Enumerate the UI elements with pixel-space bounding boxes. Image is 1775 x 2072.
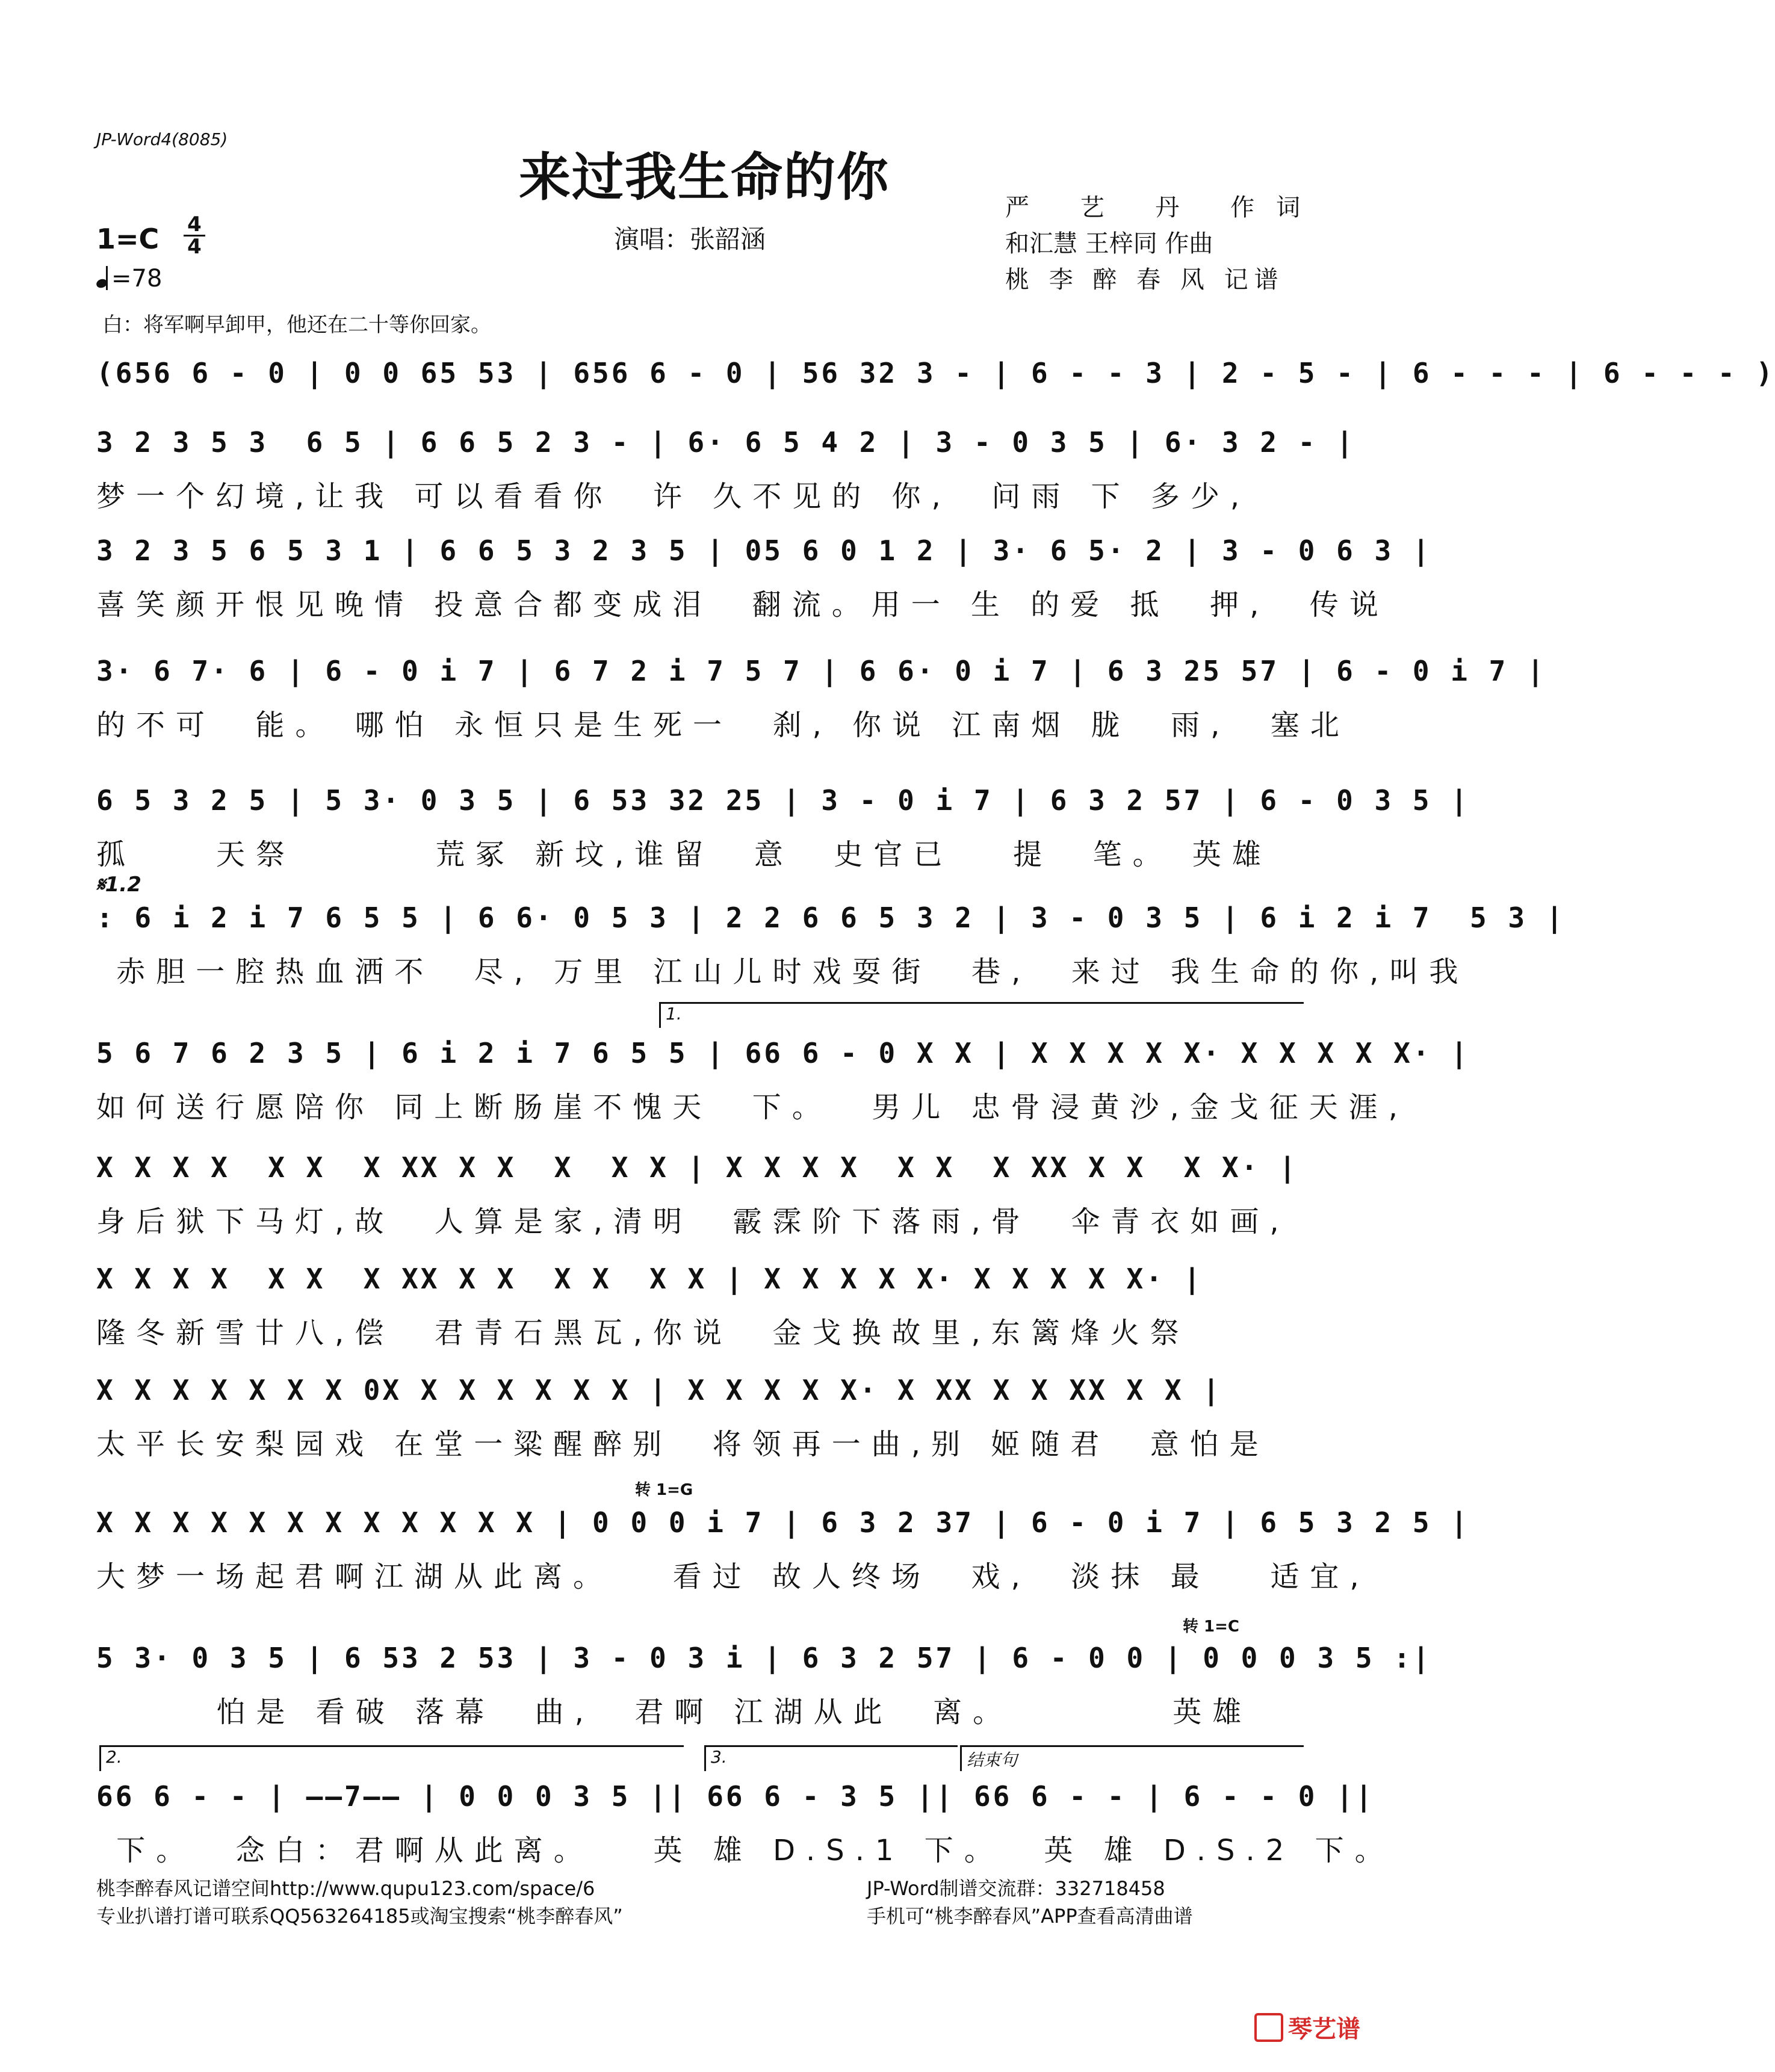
- time-bottom: 4: [187, 235, 202, 259]
- system-notes: (656 6 - 0 | 0 0 65 53 | 656 6 - 0 | 56 32 3 - | 6 - - 3 | 2 - 5 - | 6 - - - | 6 - - - ): [96, 357, 1775, 389]
- footer-line: 桃李醉春风记谱空间http://www.qupu123.com/space/6: [96, 1877, 595, 1900]
- transcriber-credit: 桃 李 醉 春 风 记谱: [1005, 266, 1284, 294]
- segno-marker: 𝄋1.2: [96, 873, 141, 897]
- system-notes: 3 2 3 5 6 5 3 1 | 6 6 5 3 2 3 5 | 05 6 0 1 2 | 3· 6 5· 2 | 3 - 0 6 3 |: [96, 534, 1432, 567]
- key-signature: 1=C: [96, 223, 160, 255]
- system-lyrics: 怕是 看破 落幕 曲, 君啊 江湖从此 离。 英雄: [96, 1695, 1253, 1729]
- lyricist-credit: 严 艺 丹 作词: [1005, 194, 1322, 221]
- system-notes: X X X X X X X XX X X X X X X | X X X X X· X X X X X· |: [96, 1263, 1203, 1295]
- system-lyrics: 身后狱下马灯,故 人算是家,清明 霰霂阶下落雨,骨 伞青衣如画,: [96, 1205, 1290, 1239]
- system-lyrics: 大梦一场起君啊江湖从此离。 看过 故人终场 戏, 淡抹 最 适宜,: [96, 1560, 1370, 1594]
- system-lyrics: 孤 天祭 荒冢 新坟,谁留 意 史官已 提 笔。 英雄: [96, 838, 1272, 871]
- system-lyrics: 喜笑颜开恨见晚情 投意合都变成泪 翻流。用一 生 的爱 抵 押, 传说: [96, 588, 1389, 622]
- volta-3: 3.: [704, 1745, 958, 1771]
- system-lyrics: 太平长安梨园戏 在堂一粱醒醉别 将领再一曲,别 姬随君 意怕是: [96, 1427, 1269, 1461]
- time-signature: [184, 212, 205, 259]
- site-logo: [1254, 2010, 1360, 2044]
- volta-2: 2.: [99, 1745, 684, 1771]
- system-notes: X X X X X X X 0X X X X X X X | X X X X X· X XX X X XX X X |: [96, 1374, 1222, 1406]
- system-notes: 5 6 7 6 2 3 5 | 6 i 2 i 7 6 5 5 | 66 6 - 0 X X | X X X X X· X X X X X· |: [96, 1037, 1470, 1069]
- footer-line: 专业扒谱打谱可联系QQ563264185或淘宝搜索“桃李醉春风”: [96, 1905, 623, 1928]
- system-5: [96, 779, 1470, 876]
- system-lyrics: 梦一个幻境,让我 可以看看你 许 久不见的 你, 问雨 下 多少,: [96, 480, 1251, 513]
- system-10: [96, 1369, 1300, 1465]
- software-label: JP-Word4(8085): [96, 129, 228, 149]
- footer-line: 手机可“桃李醉春风”APP查看高清曲谱: [867, 1905, 1193, 1928]
- song-title: 来过我生命的你: [519, 147, 890, 208]
- footer-left: [96, 1875, 623, 1930]
- system-7: [96, 1032, 1470, 1128]
- system-notes: : 6 i 2 i 7 6 5 5 | 6 6· 0 5 3 | 2 2 6 6 5 3 2 | 3 - 0 3 5 | 6 i 2 i 7 5 3 |: [96, 901, 1566, 934]
- note-stem: [106, 266, 108, 290]
- credits: [1005, 190, 1322, 298]
- time-top: 4: [187, 212, 202, 237]
- system-1: [96, 352, 1775, 394]
- volta-1: 1.: [659, 1002, 1304, 1028]
- system-notes: X X X X X X X XX X X X X X | X X X X X X X XX X X X X· |: [96, 1151, 1298, 1184]
- logo-icon: [1254, 2013, 1283, 2042]
- tempo-value: =78: [111, 265, 163, 292]
- logo-text: 琴艺谱: [1288, 2015, 1360, 2043]
- system-4: [96, 650, 1546, 746]
- composer-credit: 和汇慧 王梓同 作曲: [1005, 230, 1213, 258]
- system-lyrics: 赤胆一腔热血洒不 尽, 万里 江山儿时戏耍街 巷, 来过 我生命的你,叫我: [96, 955, 1469, 989]
- system-6: [96, 897, 1566, 993]
- system-lyrics: 的不可 能。 哪怕 永恒只是生死一 刹, 你说 江南烟 胧 雨, 塞北: [96, 708, 1350, 742]
- ending-volta: 结束句: [960, 1745, 1304, 1771]
- key-change-c: 转 1=C: [1183, 1618, 1240, 1636]
- singer-label: 演唱：张韶涵: [614, 224, 766, 254]
- system-2: [96, 421, 1355, 518]
- system-lyrics: 下。 念白：君啊从此离。 英 雄 D.S.1 下。 英 雄 D.S.2 下。: [96, 1834, 1395, 1867]
- system-notes: 3 2 3 5 3 6 5 | 6 6 5 2 3 - | 6· 6 5 4 2 | 3 - 0 3 5 | 6· 3 2 - |: [96, 426, 1355, 459]
- spoken-intro: 白：将军啊早卸甲，他还在二十等你回家。: [102, 313, 491, 337]
- system-notes: 66 6 - - | ——7—— | 0 0 0 3 5 || 66 6 - 3 5 || 66 6 - - | 6 - - 0 ||: [96, 1780, 1375, 1813]
- footer-line: JP-Word制谱交流群：332718458: [867, 1877, 1165, 1900]
- system-9: [96, 1258, 1300, 1354]
- system-8: [96, 1146, 1300, 1243]
- tempo-mark: [96, 265, 162, 292]
- footer-right: [867, 1875, 1193, 1930]
- system-13: [96, 1775, 1395, 1872]
- system-lyrics: 如何送行愿陪你 同上断肠崖不愧天 下。 男儿 忠骨浸黄沙,金戈征天涯,: [96, 1090, 1409, 1124]
- system-3: [96, 530, 1432, 626]
- system-lyrics: 隆冬新雪廿八,偿 君青石黑瓦,你说 金戈换故里,东篱烽火祭: [96, 1316, 1190, 1350]
- system-notes: X X X X X X X X X X X X | 0 0 0 i 7 | 6 3 2 37 | 6 - 0 i 7 | 6 5 3 2 5 |: [96, 1506, 1470, 1539]
- system-12: [96, 1637, 1432, 1733]
- system-notes: 6 5 3 2 5 | 5 3· 0 3 5 | 6 53 32 25 | 3 - 0 i 7 | 6 3 2 57 | 6 - 0 3 5 |: [96, 784, 1470, 817]
- system-notes: 5 3· 0 3 5 | 6 53 2 53 | 3 - 0 3 i | 6 3 2 57 | 6 - 0 0 | 0 0 0 3 5 :|: [96, 1642, 1432, 1674]
- system-notes: 3· 6 7· 6 | 6 - 0 i 7 | 6 7 2 i 7 5 7 | 6 6· 0 i 7 | 6 3 25 57 | 6 - 0 i 7 |: [96, 655, 1546, 687]
- key-change-g: 转 1=G: [635, 1481, 693, 1499]
- system-11: [96, 1501, 1470, 1598]
